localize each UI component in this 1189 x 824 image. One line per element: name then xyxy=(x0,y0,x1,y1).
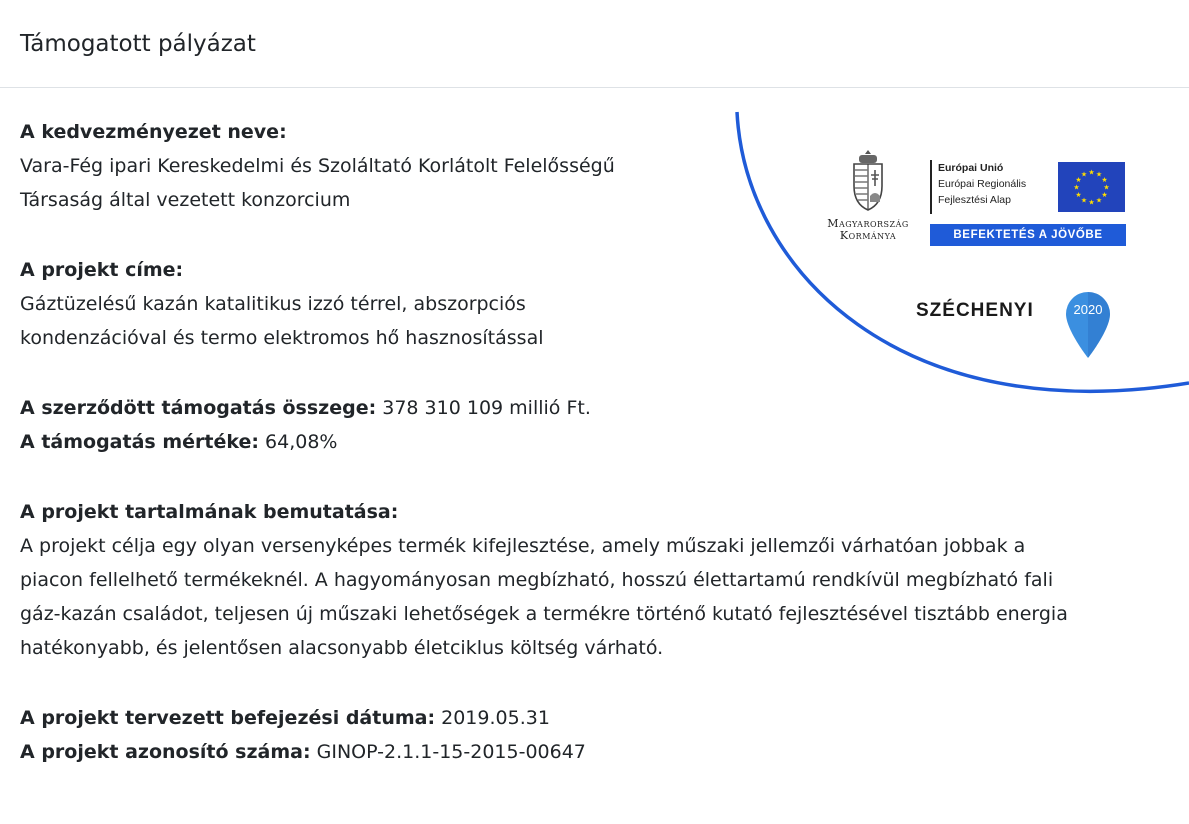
project-id-row xyxy=(20,735,1185,769)
gov-text xyxy=(812,218,924,242)
eu-line-3: Fejlesztési Alap xyxy=(938,194,1011,206)
grant-amount-value: 378 310 109 millió Ft. xyxy=(382,397,591,419)
grant-rate-value: 64,08% xyxy=(265,431,338,453)
szechenyi-logo-block xyxy=(720,100,1189,460)
eu-star-icon: ★ xyxy=(1095,170,1103,179)
coat-of-arms-icon xyxy=(848,148,888,214)
eu-star-icon: ★ xyxy=(1080,170,1088,179)
investing-future-banner: BEFEKTETÉS A JÖVŐBE xyxy=(930,224,1126,246)
logo-arc xyxy=(720,100,1189,460)
description-line-1: A projekt célja egy olyan versenyképes termék kifejlesztése, amely műszaki jellemzői várhatóan jobbak a xyxy=(20,535,1026,557)
beneficiary-line-2: Társaság által vezetett konzorcium xyxy=(20,189,351,211)
modal-header xyxy=(0,0,1189,88)
project-title-label: A projekt címe: xyxy=(20,259,184,281)
gov-line-2: Kormánya xyxy=(839,229,897,242)
project-title-line-2: kondenzációval és termo elektromos hő hasznosítással xyxy=(20,327,544,349)
eu-star-icon: ★ xyxy=(1080,196,1088,205)
description-line-3: gáz-kazán családot, teljesen új műszaki lehetőségek a termékre történő kutató fejlesztésével tisztább energia xyxy=(20,603,1068,625)
project-title-section xyxy=(20,253,710,355)
completion-date-value: 2019.05.31 xyxy=(441,707,550,729)
eu-fund-text xyxy=(930,160,1056,214)
grant-amount-label: A szerződött támogatás összege: xyxy=(20,397,377,419)
beneficiary-label: A kedvezményezet neve: xyxy=(20,121,287,143)
eu-star-icon: ★ xyxy=(1075,191,1082,199)
eu-star-icon: ★ xyxy=(1075,176,1082,184)
szechenyi-2020-logo xyxy=(916,290,1126,360)
dates-section xyxy=(20,701,1185,769)
eu-title: Európai Unió xyxy=(938,162,1004,174)
eu-star-icon: ★ xyxy=(1103,183,1110,192)
year-label: 2020 xyxy=(1073,302,1103,317)
gov-line-1: Magyarország xyxy=(827,217,909,230)
eu-flag-icon xyxy=(1058,162,1125,212)
eu-star-icon: ★ xyxy=(1073,183,1080,192)
eu-star-icon: ★ xyxy=(1088,168,1095,177)
eu-star-icon: ★ xyxy=(1101,176,1108,184)
beneficiary-section xyxy=(20,115,710,217)
eu-star-icon: ★ xyxy=(1088,198,1095,207)
description-line-2: piacon fellelhető termékeknél. A hagyományosan megbízható, hosszú élettartamú rendkívül megbízható fali xyxy=(20,569,1054,591)
beneficiary-line-1: Vara-Fég ipari Kereskedelmi és Szoláltató Korlátolt Felelősségű xyxy=(20,155,615,177)
completion-date-label: A projekt tervezett befejezési dátuma: xyxy=(20,707,436,729)
description-label: A projekt tartalmának bemutatása: xyxy=(20,501,399,523)
completion-date-row xyxy=(20,701,1185,735)
project-id-label: A projekt azonosító száma: xyxy=(20,741,311,763)
modal-title: Támogatott pályázat xyxy=(20,31,256,57)
szechenyi-wordmark: SZÉCHENYI xyxy=(916,300,1034,321)
project-id-value: GINOP-2.1.1-15-2015-00647 xyxy=(316,741,586,763)
eu-star-icon: ★ xyxy=(1101,191,1108,199)
grant-rate-label: A támogatás mértéke: xyxy=(20,431,259,453)
hungarian-government-logo xyxy=(812,148,924,242)
eu-star-icon: ★ xyxy=(1095,196,1103,205)
eu-line-2: Európai Regionális xyxy=(938,178,1027,190)
description-section xyxy=(20,495,1185,665)
description-line-4: hatékonyabb, és jelentősen alacsonyabb életciklus költség várható. xyxy=(20,637,664,659)
project-title-line-1: Gáztüzelésű kazán katalitikus izzó térrel, abszorpciós xyxy=(20,293,526,315)
